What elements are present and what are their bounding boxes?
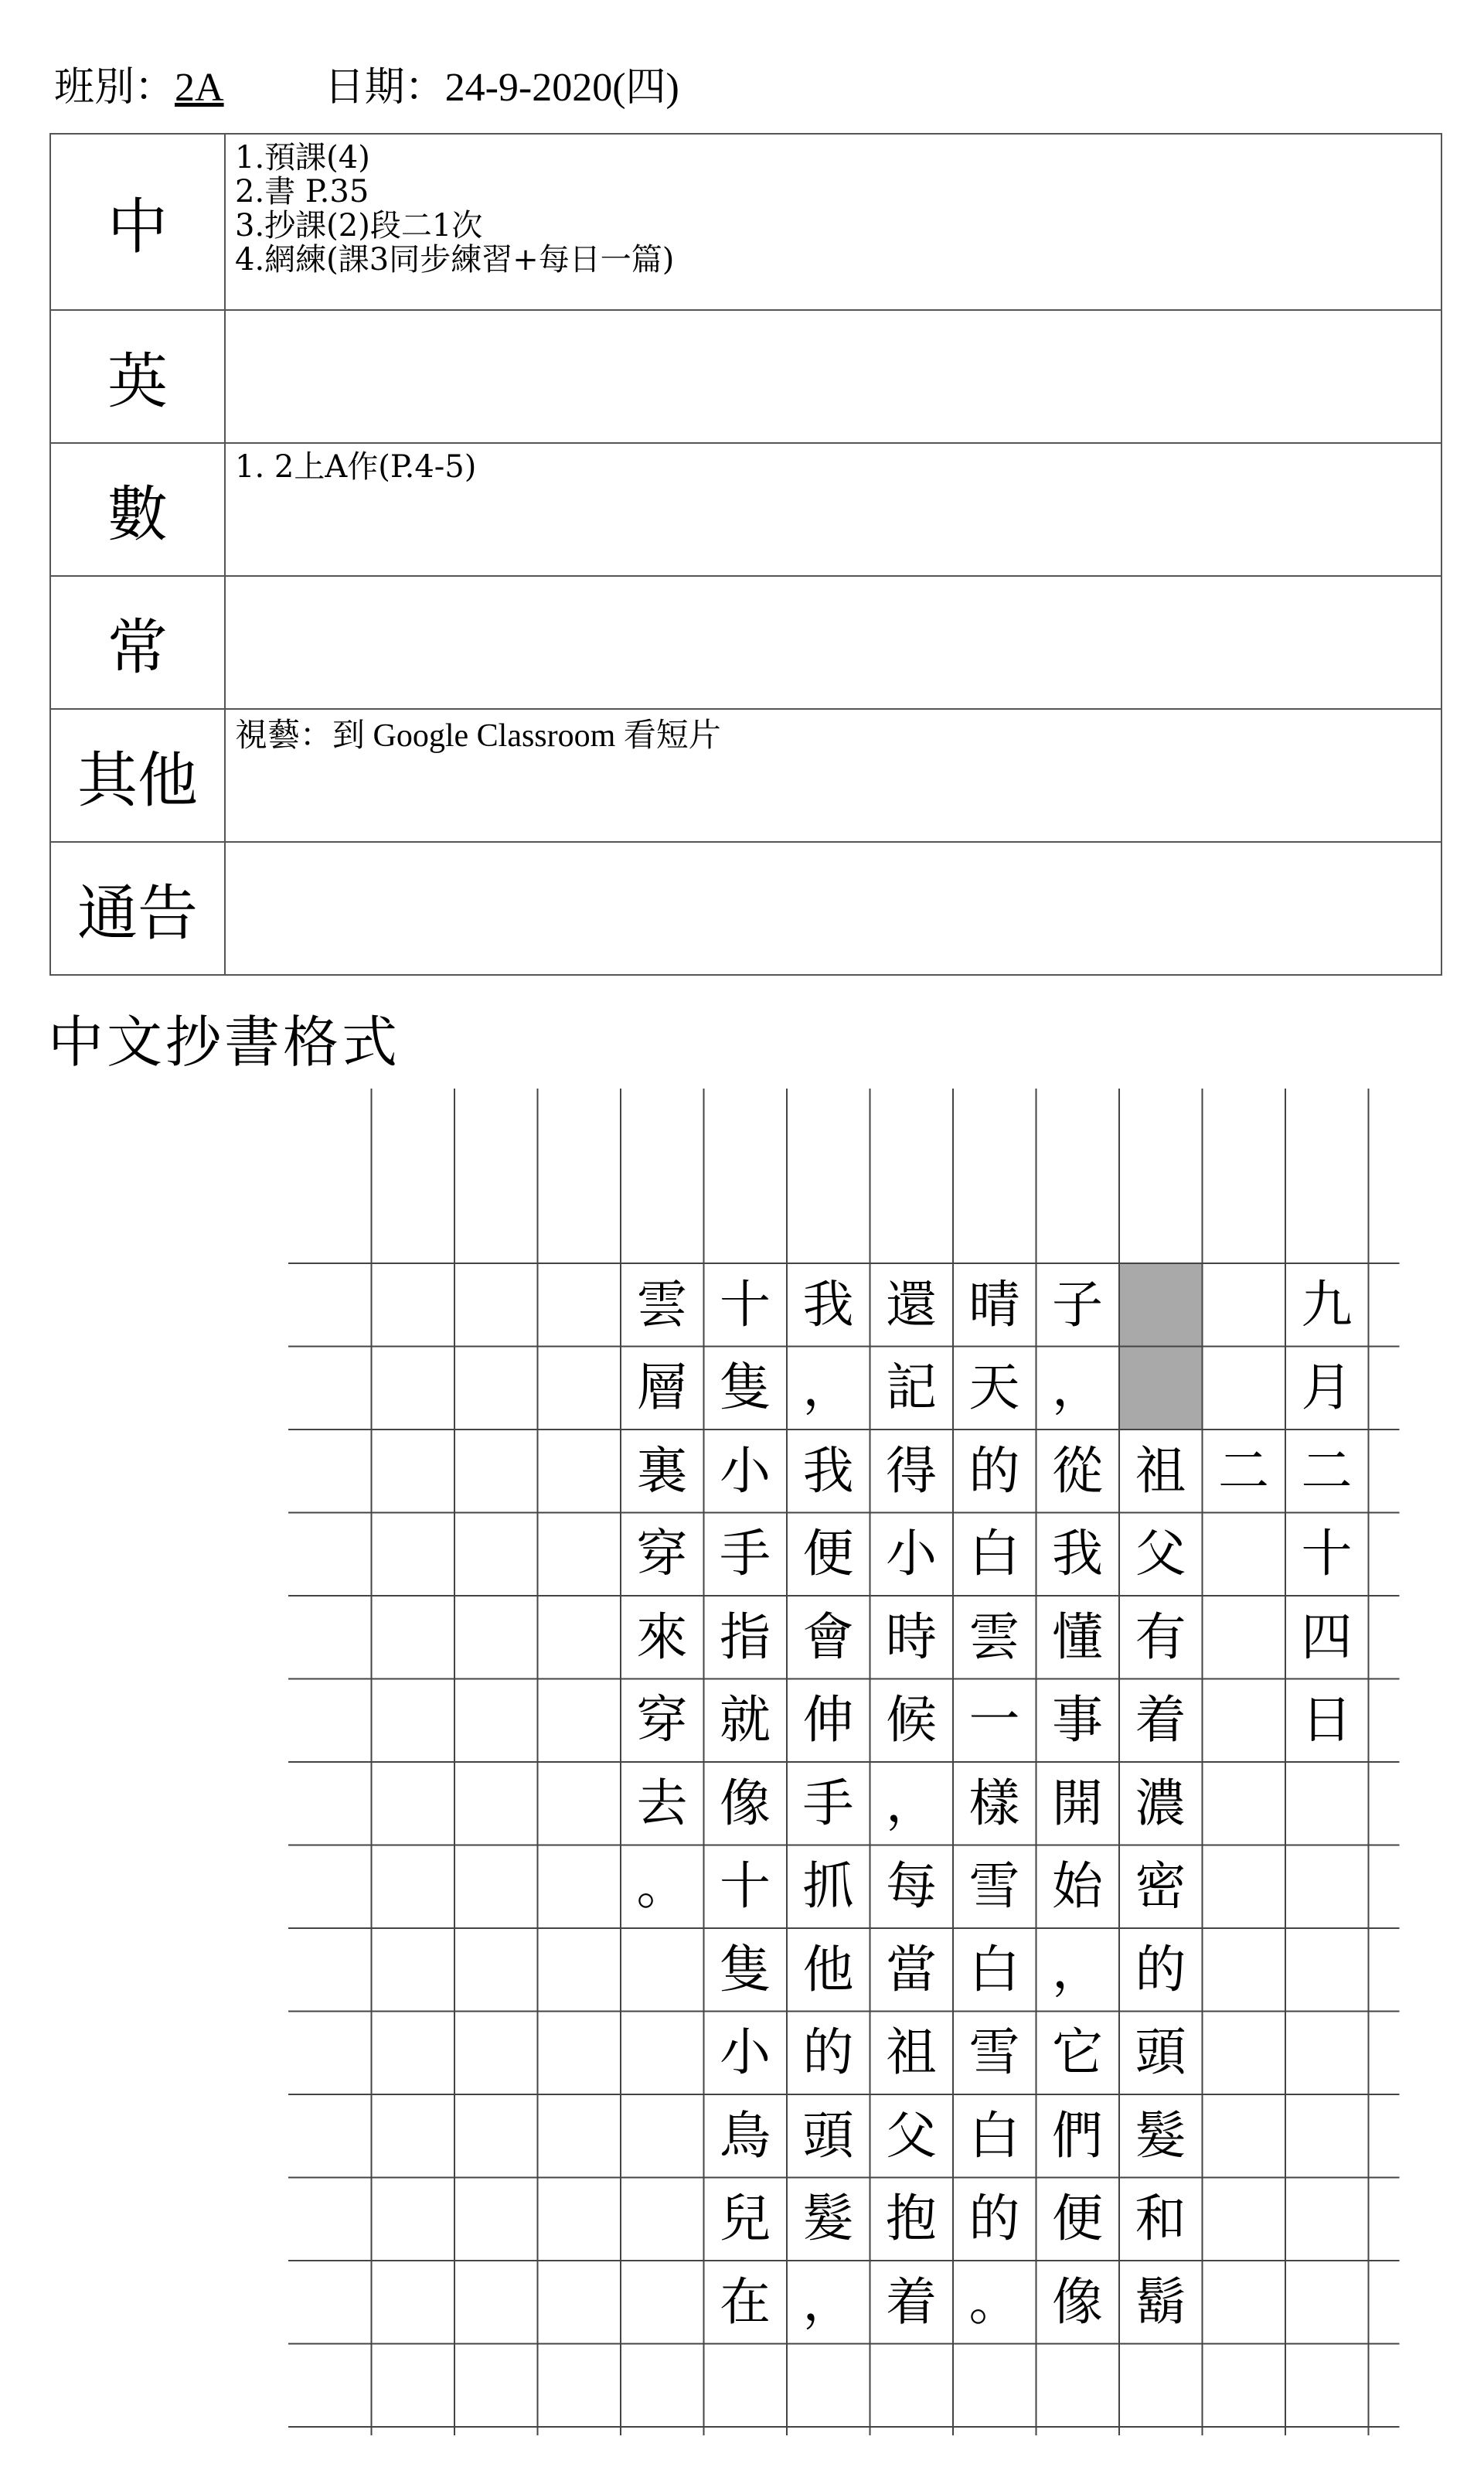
grid-character: 雪 <box>968 1856 1020 1916</box>
grid-character: 它 <box>1052 2022 1103 2082</box>
grid-character: 事 <box>1052 1690 1103 1750</box>
grid-character: 手 <box>720 1524 771 1583</box>
grid-character: 白 <box>968 1939 1020 1999</box>
grid-character: 我 <box>802 1440 854 1501</box>
grid-character: 穿 <box>636 1524 688 1583</box>
grid-character: 記 <box>886 1358 937 1417</box>
grid-character: 像 <box>720 1773 771 1833</box>
grid-character: 小 <box>720 2022 771 2082</box>
grid-character: 的 <box>1135 1939 1186 1999</box>
grid-character: 和 <box>1135 2189 1186 2248</box>
grid-character: 一 <box>968 1690 1020 1750</box>
subject-general-studies: 常 <box>50 576 225 709</box>
homework-content-english <box>225 310 1441 443</box>
homework-line: 2.書 P.35 <box>235 174 369 210</box>
grid-character: ， <box>802 1358 854 1417</box>
grid-character: 就 <box>720 1690 771 1750</box>
grid-character: 像 <box>1052 2271 1103 2332</box>
grid-character: ， <box>1052 1939 1103 1999</box>
grid-character: 父 <box>1135 1524 1186 1583</box>
grid-character: 的 <box>968 2189 1020 2248</box>
grid-character: 得 <box>886 1440 937 1501</box>
grid-character: 便 <box>1052 2189 1103 2248</box>
grid-character: 九 <box>1301 1274 1353 1334</box>
grid-character: ， <box>1052 1358 1103 1417</box>
grid-character: 密 <box>1135 1856 1186 1916</box>
homework-line: 3.抄課(2)段二1次 <box>235 208 483 244</box>
grid-character: 晴 <box>968 1274 1020 1334</box>
homework-content-general-studies <box>225 576 1441 709</box>
grid-character: 樣 <box>968 1773 1020 1833</box>
grid-character: 十 <box>720 1274 771 1334</box>
grid-character: 的 <box>968 1440 1020 1501</box>
grid-character: 抱 <box>886 2189 937 2248</box>
subject-notice: 通告 <box>50 842 225 975</box>
grid-character: 二 <box>1218 1440 1269 1501</box>
subject-other: 其他 <box>50 709 225 842</box>
grid-character: ， <box>802 2271 854 2332</box>
grid-character: 白 <box>968 1524 1020 1583</box>
grid-character: 隻 <box>720 1939 771 1999</box>
grid-character: 去 <box>636 1773 688 1833</box>
shaded-cell <box>1119 1347 1203 1430</box>
grid-character: 有 <box>1135 1607 1186 1667</box>
grid-character: 隻 <box>720 1358 771 1417</box>
homework-line: 1.預課(4) <box>235 140 370 175</box>
homework-row-chinese <box>50 134 1441 310</box>
grid-character: 每 <box>886 1856 937 1916</box>
grid-character: 雲 <box>968 1607 1020 1667</box>
homework-content-other <box>225 709 1441 842</box>
grid-character: 父 <box>886 2105 937 2166</box>
grid-character: 雪 <box>968 2022 1020 2082</box>
homework-content-math <box>225 443 1441 576</box>
date-label: 日期： <box>324 66 445 110</box>
grid-character: 還 <box>886 1274 937 1334</box>
class-value: 2A <box>175 66 224 110</box>
grid-character: 着 <box>1135 1690 1186 1750</box>
grid-character: 手 <box>802 1773 854 1833</box>
grid-character: 便 <box>802 1524 854 1583</box>
grid-character: 小 <box>886 1524 937 1583</box>
subject-math: 數 <box>50 443 225 576</box>
grid-character: 祖 <box>1135 1440 1186 1501</box>
shaded-cell <box>1119 1263 1203 1347</box>
grid-character: 鬍 <box>1135 2271 1186 2332</box>
grid-character: 穿 <box>636 1690 688 1750</box>
date-value: 24-9-2020(四) <box>444 66 679 110</box>
grid-character: 伸 <box>802 1690 854 1750</box>
grid-character: 會 <box>802 1607 854 1667</box>
grid-character: 日 <box>1301 1690 1353 1750</box>
grid-character: 指 <box>720 1607 771 1667</box>
grid-character: 子 <box>1052 1274 1103 1334</box>
homework-row-english <box>50 310 1441 443</box>
grid-character: 鳥 <box>720 2105 771 2166</box>
homework-row-math <box>50 443 1441 576</box>
grid-character: 十 <box>720 1856 771 1916</box>
grid-character: 祖 <box>886 2022 937 2082</box>
grid-character: ， <box>886 1773 937 1833</box>
homework-content-chinese <box>225 134 1441 310</box>
grid-character: 抓 <box>802 1856 854 1916</box>
copy-format-title: 中文抄書格式 <box>48 1010 401 1075</box>
homework-line: 視藝：到 Google Classroom 看短片 <box>235 718 721 754</box>
homework-content-notice <box>225 842 1441 975</box>
grid-character: 始 <box>1052 1856 1103 1916</box>
grid-character: 十 <box>1301 1524 1353 1583</box>
grid-character: 。 <box>968 2271 1020 2332</box>
grid-character: 髮 <box>802 2189 854 2248</box>
grid-character: 頭 <box>802 2105 854 2166</box>
grid-character: 層 <box>636 1358 688 1417</box>
grid-character: 從 <box>1052 1440 1103 1501</box>
homework-line: 1. 2上A作(P.4-5) <box>235 449 477 485</box>
homework-row-other <box>50 709 1441 842</box>
grid-character: 濃 <box>1135 1773 1186 1833</box>
grid-character: 懂 <box>1052 1607 1103 1667</box>
grid-character: 雲 <box>636 1274 688 1334</box>
grid-character: 月 <box>1301 1358 1353 1417</box>
grid-character: 髮 <box>1135 2105 1186 2166</box>
grid-character: 我 <box>1052 1524 1103 1583</box>
grid-character: 開 <box>1052 1773 1103 1833</box>
grid-character: 們 <box>1052 2105 1103 2166</box>
homework-line: 4.網練(課3同步練習+每日一篇) <box>235 242 675 278</box>
grid-character: 四 <box>1301 1607 1353 1667</box>
homework-table <box>49 133 1442 976</box>
grid-character: 我 <box>802 1274 854 1334</box>
subject-chinese: 中 <box>50 134 225 310</box>
grid-character: 白 <box>968 2105 1020 2166</box>
subject-english: 英 <box>50 310 225 443</box>
grid-character: 裏 <box>636 1440 688 1501</box>
homework-row-general-studies <box>50 576 1441 709</box>
grid-character: 二 <box>1301 1440 1353 1501</box>
class-label: 班別： <box>54 66 175 110</box>
grid-character: 天 <box>968 1358 1020 1417</box>
grid-character: 他 <box>802 1939 854 1999</box>
grid-character: 在 <box>720 2271 771 2332</box>
grid-character: 來 <box>636 1607 688 1667</box>
grid-character: 着 <box>886 2271 937 2332</box>
grid-character: 小 <box>720 1440 771 1501</box>
homework-row-notice <box>50 842 1441 975</box>
grid-character: 候 <box>886 1690 937 1750</box>
grid-character: 。 <box>636 1856 688 1916</box>
header <box>54 54 679 116</box>
grid-character: 當 <box>886 1939 937 1999</box>
grid-character: 的 <box>802 2022 854 2082</box>
grid-character: 兒 <box>720 2189 771 2248</box>
grid-character: 時 <box>886 1607 937 1667</box>
grid-character: 頭 <box>1135 2022 1186 2082</box>
